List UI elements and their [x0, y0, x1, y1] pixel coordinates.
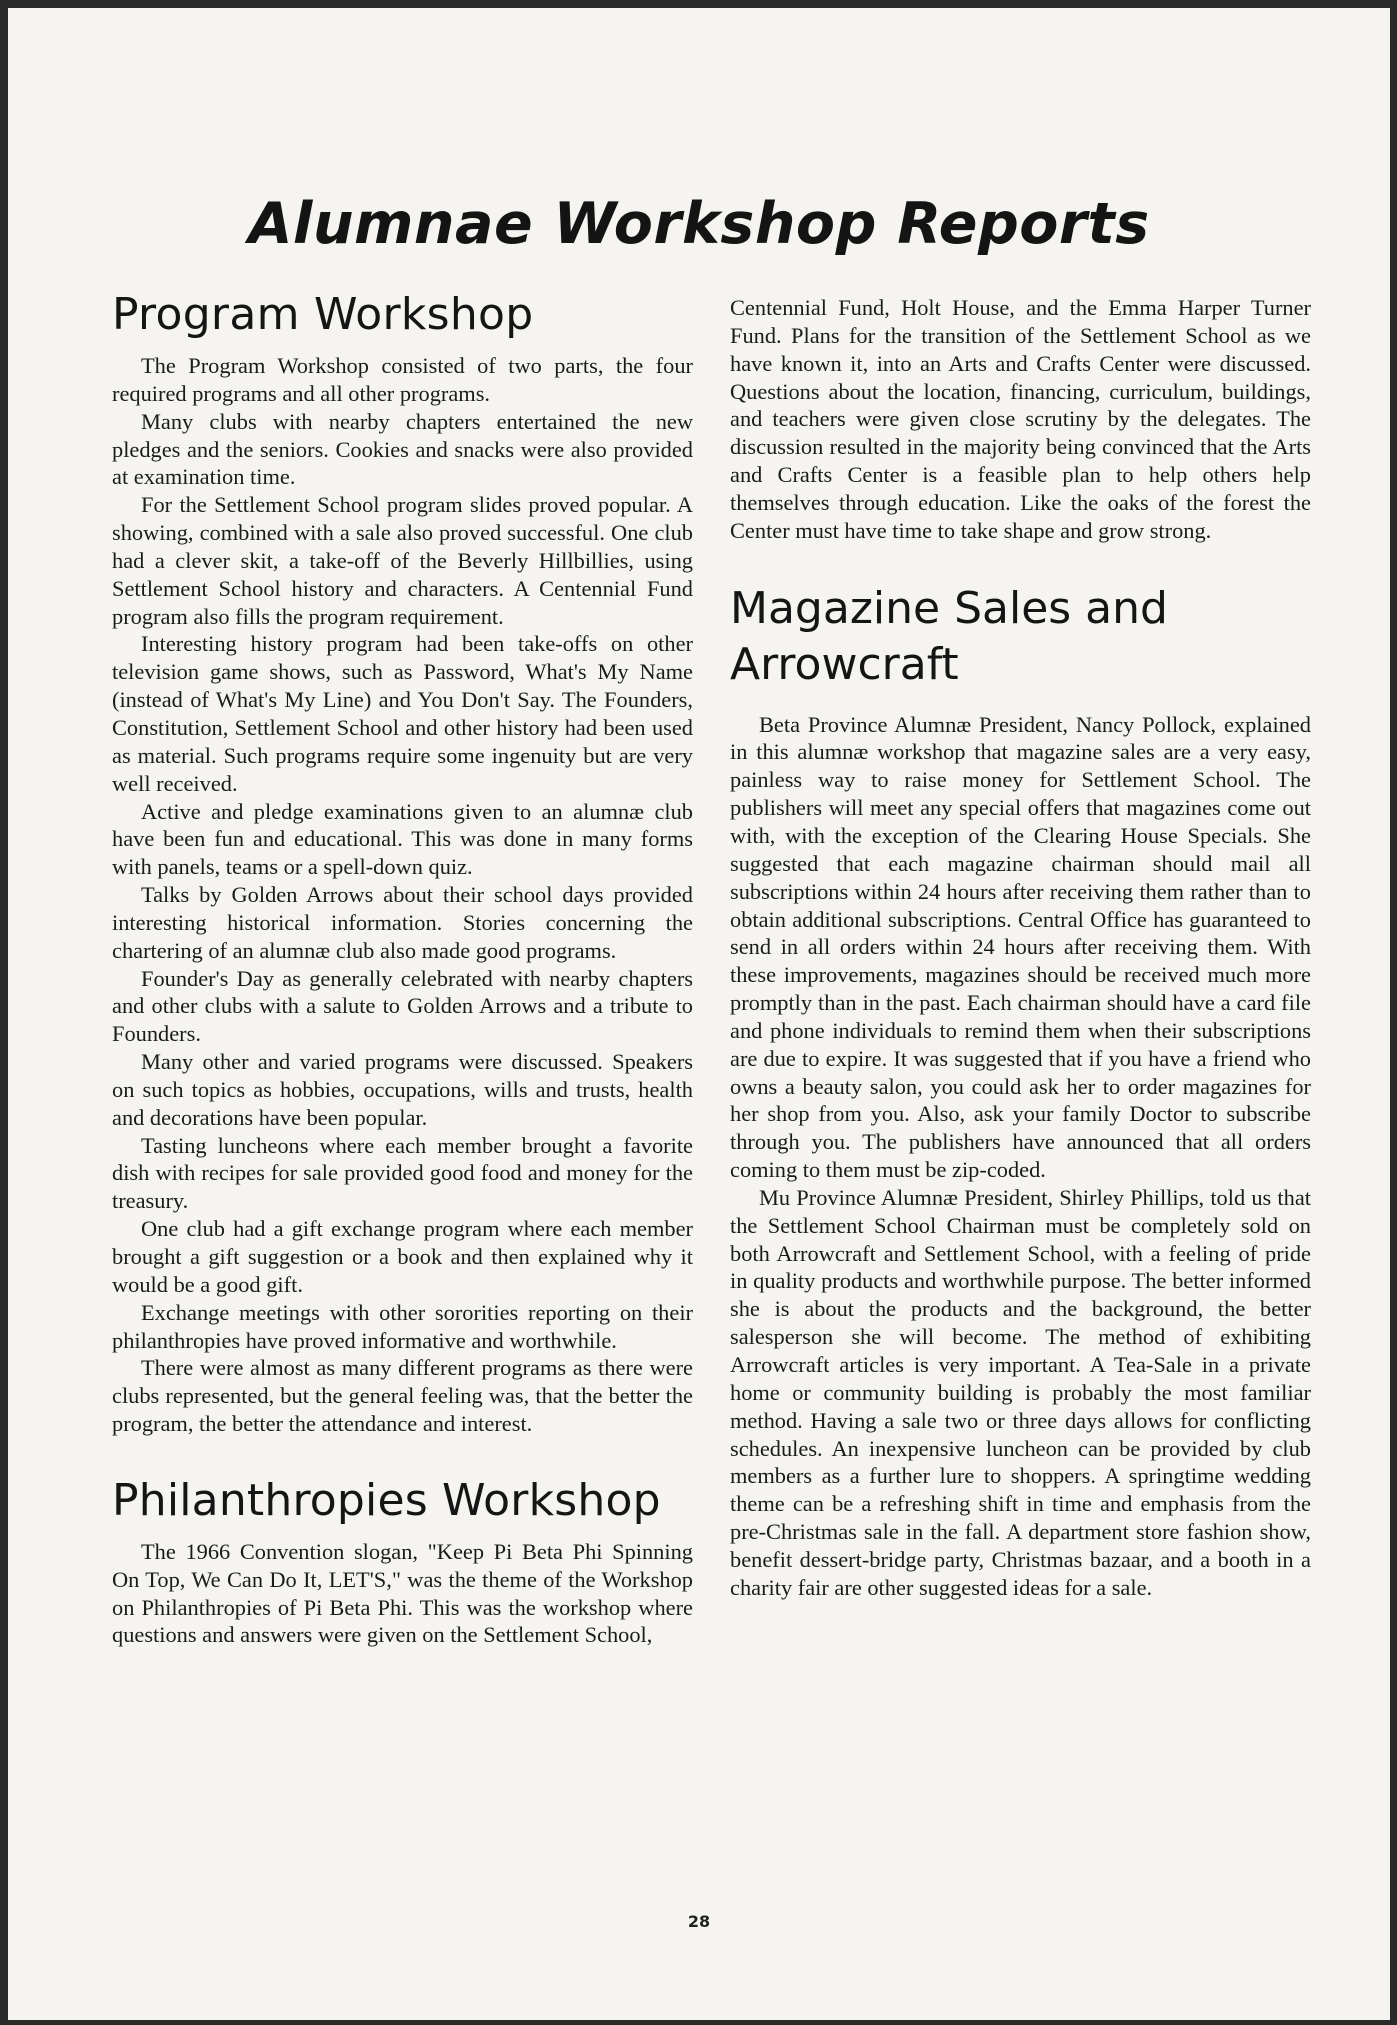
program-paragraph: Founder's Day as generally celebrated with nearby chapters and other clubs with a salute to Golden Arrows and a tribute to Founders.: [112, 965, 693, 1047]
left-column: [112, 290, 693, 1649]
program-paragraph: Many other and varied programs were discussed. Speakers on such topics as hobbies, occupations, wills and trusts, health and decorations have been popular.: [112, 1049, 693, 1130]
philanthropies-continued-paragraph: Centennial Fund, Holt House, and the Emma Harper Turner Fund. Plans for the transition of the Settlement School as we have known it, into an Arts and Crafts Center were discussed. Questions about the location, financing, curriculum, buildings, and teachers were given close scrutiny by the delegates. The discussion resulted in the majority being convinced that the Arts and Crafts Center is a feasible plan to help others help themselves through education. Like the oaks of the forest the Center must have time to take shape and grow strong.: [730, 295, 1311, 543]
right-column: [730, 294, 1311, 1602]
document-page: [8, 8, 1390, 2020]
page-title: Alumnae Workshop Reports: [248, 191, 1150, 257]
program-paragraph: Interesting history program had been take-offs on other television game shows, such as Password, What's My Name (instead of What's My Line) and You Don't Say. The Founders, Constitution, Settlement School and other history had been used as material. Such programs require some ingenuity but are very well received.: [112, 631, 693, 796]
magazine-paragraph: Beta Province Alumnæ President, Nancy Pollock, explained in this alumnæ workshop that magazine sales are a very easy, painless way to raise money for Settlement School. The publishers will meet any special offers that magazines come out with, with the exception of the Clearing House Specials. She suggested that each magazine chairman should mail all subscriptions within 24 hours after receiving them rather than to obtain additional subscriptions. Central Office has guaranteed to send in all orders within 24 hours after receiving them. With these improvements, magazines should be received much more promptly than in the past. Each chairman should have a card file and phone individuals to remind them when their subscriptions are due to expire. It was suggested that if you have a friend who owns a beauty salon, you could ask her to order magazines for her shop from you. Also, ask your family Doctor to subscribe through you. The publishers have announced that all orders coming to them must be zip-coded.: [730, 711, 1311, 1183]
program-paragraph: Tasting luncheons where each member brought a favorite dish with recipes for sale provided good food and money for the treasury.: [112, 1132, 693, 1214]
program-paragraph: Active and pledge examinations given to an alumnæ club have been fun and educational. This was done in many forms with panels, teams or a spell-down quiz.: [112, 798, 693, 880]
program-paragraph: One club had a gift exchange program where each member brought a gift suggestion or a book and then explained why it would be a good gift.: [112, 1216, 693, 1297]
page-number: 28: [687, 1912, 711, 1931]
program-paragraph: For the Settlement School program slides proved popular. A showing, combined with a sale also proved successful. One club had a clever skit, a take-off of the Beverly Hillbillies, using Settlement School history and characters. A Centennial Fund program also fills the program requirement.: [112, 492, 693, 629]
philanthropies-workshop-heading: Philanthropies Workshop: [112, 1474, 661, 1526]
program-workshop-heading: Program Workshop: [112, 289, 534, 340]
program-paragraph: The Program Workshop consisted of two parts, the four required programs and all other programs.: [112, 353, 693, 406]
program-paragraph: There were almost as many different programs as there were clubs represented, but the general feeling was, that the better the program, the better the attendance and interest.: [112, 1355, 693, 1437]
program-paragraph: Exchange meetings with other sororities reporting on their philanthropies have proved informative and worthwhile.: [112, 1299, 693, 1353]
magazine-paragraph: Mu Province Alumnæ President, Shirley Phillips, told us that the Settlement School Chairman must be completely sold on both Arrowcraft and Settlement School, with a feeling of pride in quality products and worthwhile purpose. The better informed she is about the products and the background, the better salesperson she will become. The method of exhibiting Arrowcraft articles is very important. A Tea-Sale in a private home or community building is probably the most familiar method. Having a sale two or three days allows for conflicting schedules. An inexpensive luncheon can be provided by club members as a further lure to shoppers. A springtime wedding theme can be a refreshing shift in time and emphasis from the pre-Christmas sale in the fall. A department store fashion show, benefit dessert-bridge party, Christmas bazaar, and a booth in a charity fair are other suggested ideas for a sale.: [730, 1184, 1311, 1600]
magazine-sales-heading: Magazine Sales and Arrowcraft: [730, 582, 1168, 690]
philanthropies-paragraph: The 1966 Convention slogan, "Keep Pi Beta Phi Spinning On Top, We Can Do It, LET'S," was the theme of the Workshop on Philanthropies of Pi Beta Phi. This was the workshop where questions and answers were given on the Settlement School,: [112, 1538, 693, 1648]
program-paragraph: Many clubs with nearby chapters entertained the new pledges and the seniors. Cookies and snacks were also provided at examination time.: [112, 408, 693, 490]
program-paragraph: Talks by Golden Arrows about their school days provided interesting historical information. Stories concerning the chartering of an alumnæ club also made good programs.: [112, 882, 693, 963]
